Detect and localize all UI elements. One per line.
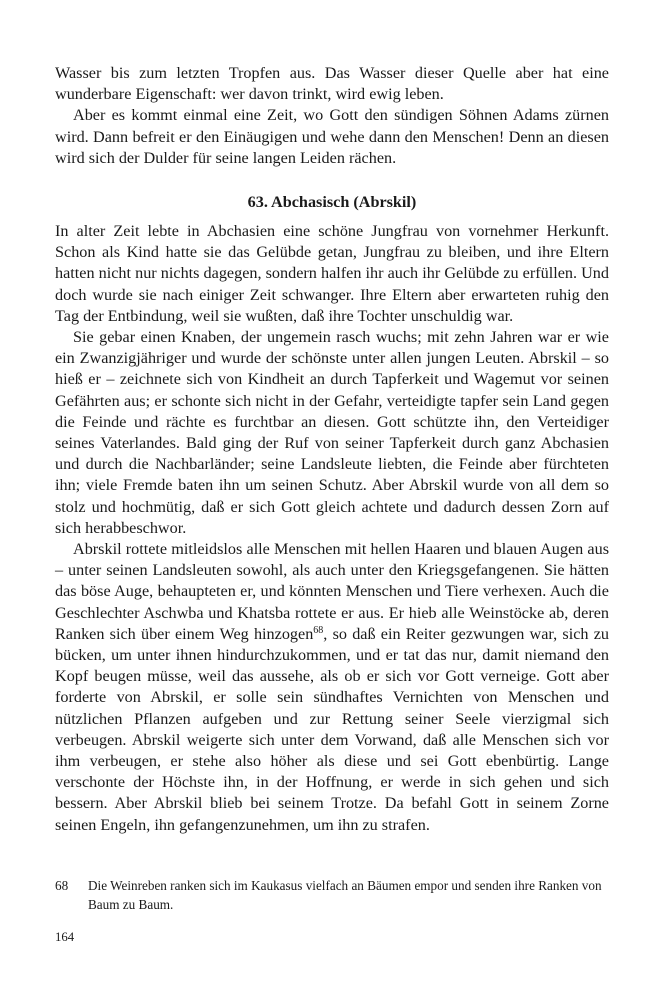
footnote-reference[interactable]: 68 <box>313 624 324 636</box>
continued-text <box>55 63 609 169</box>
paragraph: Sie gebar einen Knaben, der ungemein rasch wuchs; mit zehn Jahren war er wie ein Zwanzigjähriger und wurde der schönste unter allen jungen Leuten. Abrskil – so hieß er – zeichnete sich von Kindheit an durch Tapferkeit und Wagemut vor seinen Gefährten aus; er schonte sich nicht in der Gefahr, verteidigte tapfer sein Land gegen die Feinde und rächte es furchtbar an diesen. Gott schützte ihn, den Verteidiger seines Vaterlandes. Bald ging der Ruf von seiner Tapferkeit durch ganz Abchasien und durch die Nachbarländer; seine Landsleute liebten, die Feinde aber fürchteten ihn; viele Fremde baten ihn um seinen Schutz. Aber Abrskil wurde von all dem so stolz und hochmütig, daß er sich Gott gleich achtete und dadurch dessen Zorn auf sich herabbeschwor. <box>55 328 609 537</box>
paragraph: In alter Zeit lebte in Abchasien eine schöne Jungfrau von vornehmer Herkunft. Schon als Kind hatte sie das Gelübde getan, Jungfrau zu bleiben, und ihre Eltern hatten nicht nur nichts dagegen, sondern halfen ihr auch ihr Gelübde zu erfüllen. Und doch wurde sie nach einiger Zeit schwanger. Ihre Eltern aber erwarteten ruhig den Tag der Entbindung, weil sie wußten, daß ihre Tochter unschuldig war. <box>55 222 609 325</box>
paragraph: Aber es kommt einmal eine Zeit, wo Gott den sündigen Söhnen Adams zürnen wird. Dann befreit er den Einäugigen und wehe dann den Menschen! Denn an diesen wird sich der Dulder für seine langen Leiden rächen. <box>55 106 609 167</box>
page-number: 164 <box>55 930 75 944</box>
paragraph <box>55 539 609 836</box>
footnote-number: 68 <box>55 878 69 893</box>
paragraph-text: , so daß ein Reiter gezwungen war, sich zu bücken, um unter ihnen hindurchzukommen, und er tat das nur, damit niemand den Kopf beugen müsse, weil das aussehe, als ob er sich vor Gott verneige. Gott aber forderte von Abrskil, er solle sein sündhaftes Vernichten von Menschen und nützlichen Pflanzen aufgeben und zur Rettung seiner Seele vierzigmal sich verbeugen. Abrskil weigerte sich unter dem Vorwand, daß alle Menschen sich vor ihm verbeugen, er stehe also höher als diese und sei Gott ebenbürtig. Lange verschonte der Höchste ihn, in der Hoffnung, er werde in sich gehen und sich bessern. Aber Abrskil blieb bei seinem Trotze. Da befahl Gott in seinem Zorne seinen Engeln, ihn gefangenzunehmen, um ihn zu strafen. <box>55 624 609 834</box>
footnote <box>55 876 609 914</box>
section-heading: 63. Abchasisch (Abrskil) <box>247 193 417 211</box>
story-text <box>55 221 609 836</box>
footnote-text: Die Weinreben ranken sich im Kaukasus vielfach an Bäumen empor und senden ihre Ranken von Baum zu Baum. <box>88 878 602 912</box>
paragraph: Wasser bis zum letzten Tropfen aus. Das Wasser dieser Quelle aber hat eine wunderbare Eigenschaft: wer davon trinkt, wird ewig leben. <box>55 64 609 104</box>
paragraph-text: Abrskil rottete mitleidslos alle Menschen mit hellen Haaren und blauen Augen aus – unter seinen Landsleuten sowohl, als auch unter den Kriegsgefangenen. Sie hätten das böse Auge, behaupteten er, und könnten Menschen und Tiere verhexen. Auch die Geschlechter Aschwba und Khatsba rottete er aus. Er hieb alle Weinstöcke ab, deren Ranken sich über einem Weg hinzogen <box>55 540 609 643</box>
